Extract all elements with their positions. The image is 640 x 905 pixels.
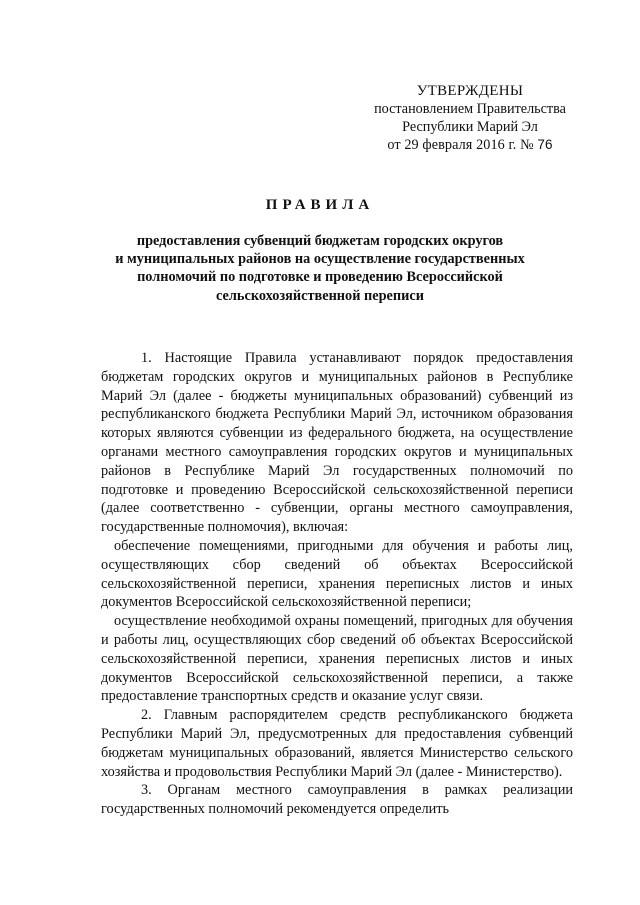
document-title: ПРАВИЛА bbox=[265, 197, 375, 213]
subtitle-line: и муниципальных районов на осуществление государственных bbox=[115, 251, 525, 268]
approval-number: 76 bbox=[537, 137, 553, 152]
paragraph-1-item-security: осуществление необходимой охраны помещений, пригодных для обучения и работы лиц, осуществляющих сбор сведений об объектах Всероссийской сельскохозяйственной переписи, хранения переписных листов и иных документов Всероссийской сельскохозяйственной переписи, а также предоставление транспортных средств и оказание услуг связи. bbox=[101, 613, 573, 705]
approval-issuer: постановлением Правительства bbox=[374, 101, 566, 117]
approval-block bbox=[360, 82, 580, 154]
approval-date-line bbox=[360, 136, 580, 154]
subtitle-line: сельскохозяйственной переписи bbox=[216, 287, 424, 304]
approval-heading: УТВЕРЖДЕНЫ bbox=[416, 83, 524, 99]
approval-date-rest: февраля 2016 г. № bbox=[422, 137, 534, 153]
approval-date-day: 29 bbox=[404, 137, 419, 153]
approval-region: Республики Марий Эл bbox=[402, 119, 538, 135]
paragraph-1: 1. Настоящие Правила устанавливают порядок предоставления бюджетам городских округов и муниципальных районов в Республике Марий Эл (далее - бюджеты муниципальных образований) субвенций из республиканского бюджета Республики Марий Эл, источником образования которых являются субвенции из федерального бюджета, на осуществление органами местного самоуправления городских округов и муниципальных районов в Республике Марий Эл государственных полномочий по подготовке и проведению Всероссийской сельскохозяйственной переписи (далее соответственно - субвенции, органы местного самоуправления, государственные полномочия), включая: bbox=[101, 350, 573, 536]
document-body bbox=[101, 349, 573, 819]
paragraph-2: 2. Главным распорядителем средств республиканского бюджета Республики Марий Эл, предусмотренных для предоставления субвенций бюджетам муниципальных образований, является Министерство сельского хозяйства и продовольствия Республики Марий Эл (далее - Министерство). bbox=[101, 707, 573, 780]
paragraph-1-item-premises: обеспечение помещениями, пригодными для обучения и работы лиц, осуществляющих сбор сведений об объектах Всероссийской сельскохозяйственной переписи, хранения переписных листов и иных документов Всероссийской сельскохозяйственной переписи; bbox=[101, 537, 573, 611]
paragraph-3: 3. Органам местного самоуправления в рамках реализации государственных полномочий рекомендуется определить bbox=[101, 782, 573, 818]
subtitle-line: полномочий по подготовке и проведению Всероссийской bbox=[137, 269, 503, 286]
approval-date-prefix: от bbox=[387, 137, 401, 153]
subtitle-line: предоставления субвенций бюджетам городских округов bbox=[136, 233, 504, 249]
document-subtitle bbox=[100, 232, 540, 305]
